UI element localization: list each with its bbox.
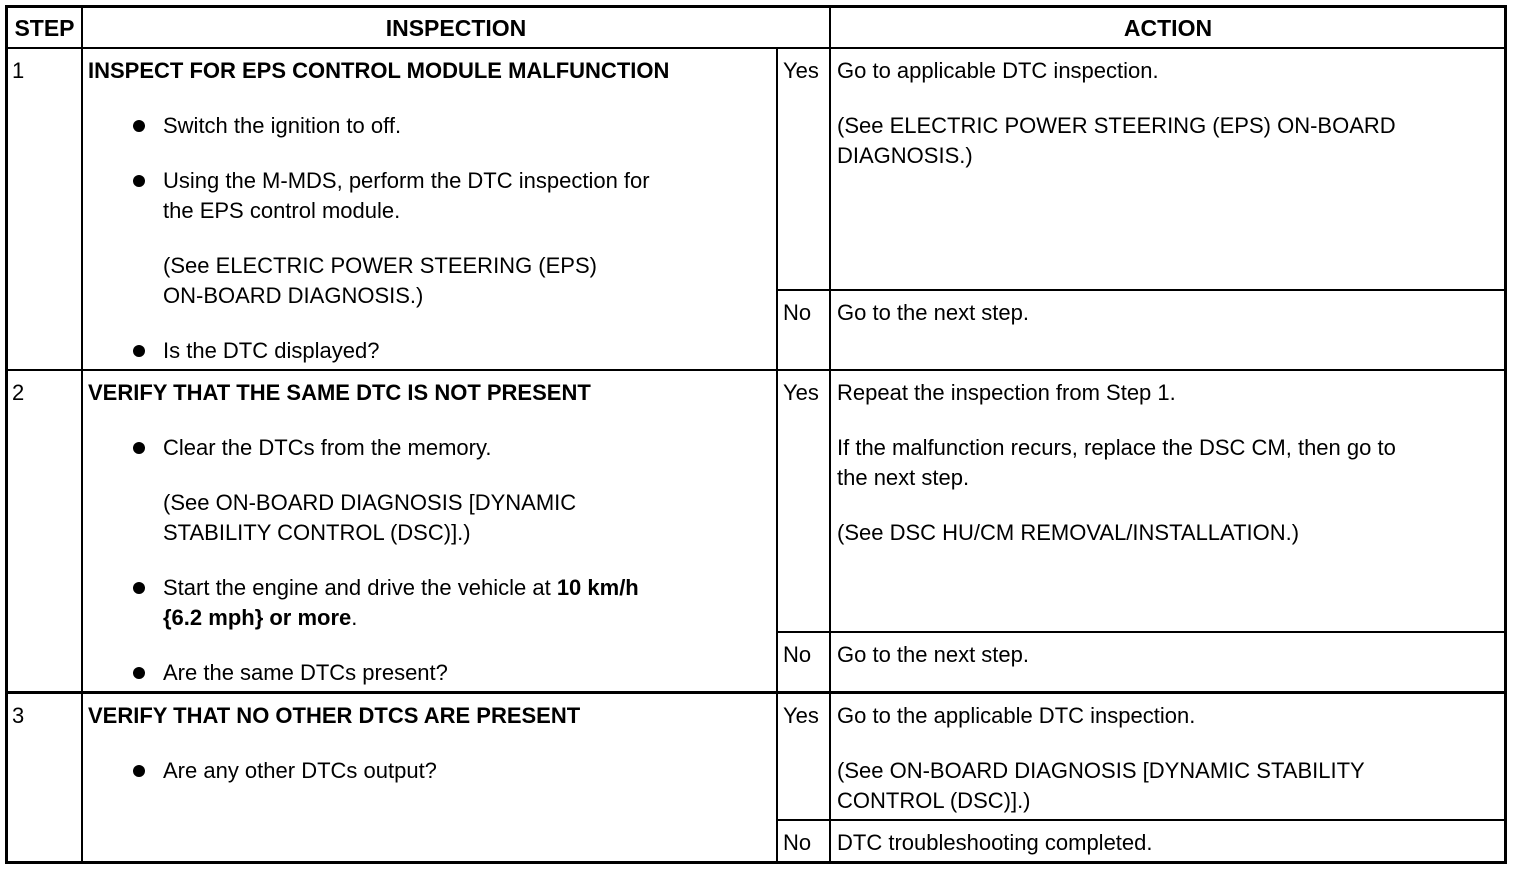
inspection-question: Are any other DTCs output?	[163, 758, 437, 783]
step-number: 1	[12, 58, 25, 83]
step-title: VERIFY THAT THE SAME DTC IS NOT PRESENT	[88, 380, 591, 405]
header-divider	[5, 47, 1507, 49]
no-label: No	[783, 642, 812, 667]
yes-action: Go to applicable DTC inspection.	[837, 58, 1159, 83]
step-number: 3	[12, 703, 25, 728]
row-divider	[5, 691, 1507, 694]
yes-no-divider	[777, 819, 1507, 821]
inspection-item: Clear the DTCs from the memory.	[163, 435, 492, 460]
inspection-reference: (See ELECTRIC POWER STEERING (EPS)	[163, 253, 597, 278]
inspection-text: Start the engine and drive the vehicle at	[163, 575, 557, 600]
yes-action: Repeat the inspection from Step 1.	[837, 380, 1176, 405]
yes-no-divider	[777, 631, 1507, 633]
row-divider	[5, 369, 1507, 371]
inspection-item: Using the M-MDS, perform the DTC inspection for	[163, 168, 650, 193]
yes-action: the next step.	[837, 465, 970, 490]
bullet-icon	[133, 582, 145, 594]
yes-label: Yes	[783, 380, 819, 405]
inspection-reference: ON-BOARD DIAGNOSIS.)	[163, 283, 424, 308]
column-divider	[81, 5, 83, 864]
speed-value: 10 km/h	[556, 575, 639, 600]
speed-value: {6.2 mph} or more	[163, 605, 352, 630]
bullet-icon	[133, 175, 145, 187]
bullet-icon	[133, 667, 145, 679]
yes-action: CONTROL (DSC)].)	[837, 788, 1031, 813]
no-action: Go to the next step.	[837, 300, 1030, 325]
column-divider	[776, 48, 778, 864]
yes-action: (See DSC HU/CM REMOVAL/INSTALLATION.)	[837, 520, 1300, 545]
step-title: INSPECT FOR EPS CONTROL MODULE MALFUNCTION	[88, 58, 670, 83]
inspection-reference: (See ON-BOARD DIAGNOSIS [DYNAMIC	[163, 490, 577, 515]
inspection-text: .	[351, 605, 358, 630]
yes-action: DIAGNOSIS.)	[837, 143, 973, 168]
column-divider	[829, 5, 831, 864]
no-label: No	[783, 830, 812, 855]
yes-no-divider	[777, 289, 1507, 291]
bullet-icon	[133, 345, 145, 357]
yes-action: (See ON-BOARD DIAGNOSIS [DYNAMIC STABILITY	[837, 758, 1365, 783]
inspection-reference: STABILITY CONTROL (DSC)].)	[163, 520, 471, 545]
yes-action: If the malfunction recurs, replace the DSC CM, then go to	[837, 435, 1396, 460]
step-number: 2	[12, 380, 25, 405]
header-action: ACTION	[1123, 15, 1213, 41]
bullet-icon	[133, 765, 145, 777]
no-action: Go to the next step.	[837, 642, 1030, 667]
inspection-item: Switch the ignition to off.	[163, 113, 402, 138]
no-action: DTC troubleshooting completed.	[837, 830, 1153, 855]
no-label: No	[783, 300, 812, 325]
inspection-item: the EPS control module.	[163, 198, 401, 223]
yes-action: (See ELECTRIC POWER STEERING (EPS) ON-BOARD	[837, 113, 1396, 138]
inspection-question: Are the same DTCs present?	[163, 660, 448, 685]
bullet-icon	[133, 120, 145, 132]
inspection-item	[163, 603, 357, 633]
yes-action: Go to the applicable DTC inspection.	[837, 703, 1196, 728]
step-title: VERIFY THAT NO OTHER DTCS ARE PRESENT	[88, 703, 581, 728]
inspection-item	[163, 573, 639, 603]
inspection-question: Is the DTC displayed?	[163, 338, 380, 363]
header-step: STEP	[14, 15, 75, 41]
yes-label: Yes	[783, 703, 819, 728]
bullet-icon	[133, 442, 145, 454]
yes-label: Yes	[783, 58, 819, 83]
header-inspection: INSPECTION	[385, 15, 527, 41]
